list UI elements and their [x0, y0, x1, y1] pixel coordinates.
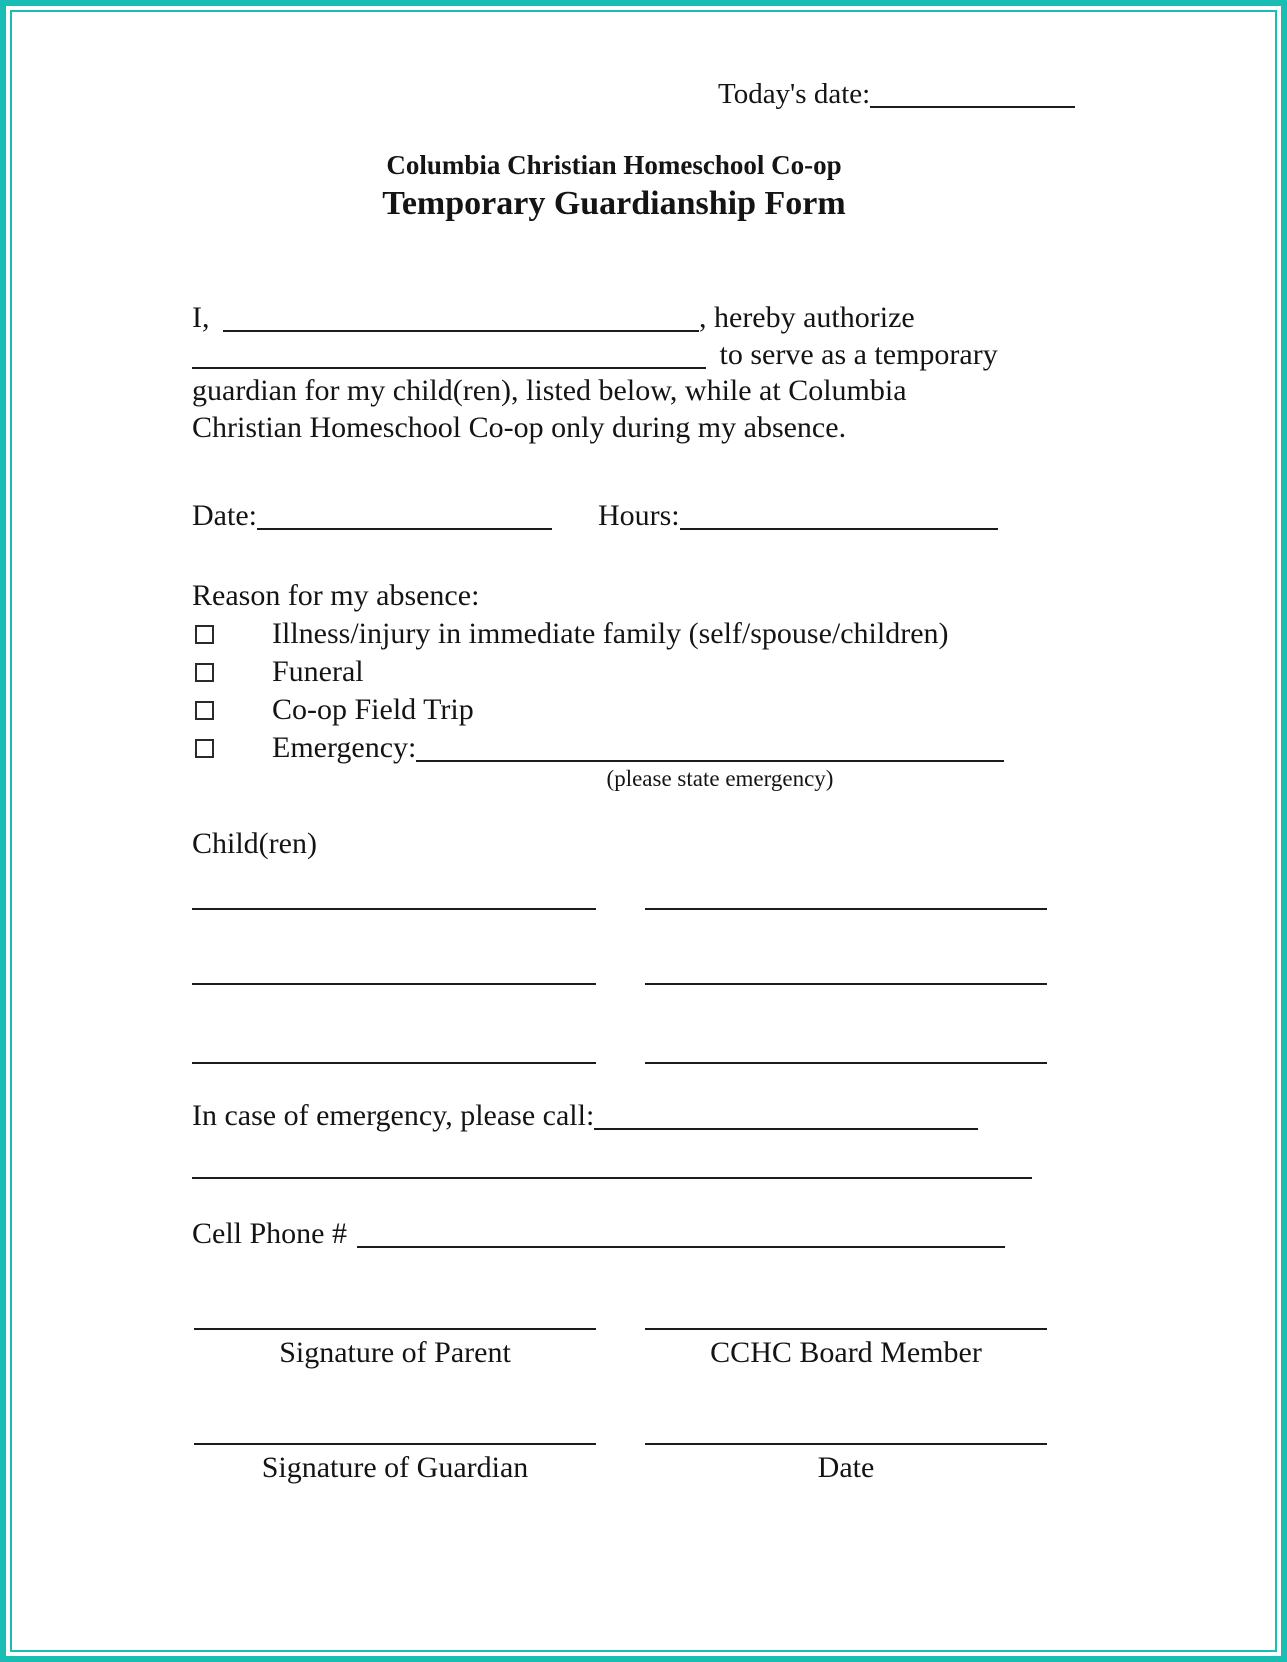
authorization-after-guardian: to serve as a temporary — [719, 337, 998, 371]
absence-option-illness — [192, 616, 949, 652]
hours-label: Hours: — [597, 499, 680, 532]
emergency-call-row — [192, 1098, 978, 1134]
today-date-label: Today's date: — [718, 78, 871, 110]
authorization-line3: guardian for my child(ren), listed below, while at Columbia — [192, 374, 907, 407]
child-name-blank[interactable] — [645, 908, 1047, 910]
child-name-blank[interactable] — [645, 1062, 1047, 1064]
signature-date-label: Date — [817, 1451, 875, 1484]
illness-checkbox[interactable] — [195, 625, 214, 644]
emergency-call-blank[interactable] — [594, 1126, 978, 1130]
child-name-blank[interactable] — [192, 908, 596, 910]
absence-option-emergency — [192, 730, 1004, 766]
absence-option-label: Emergency: — [272, 731, 417, 764]
authorization-after-name: , hereby authorize — [699, 301, 915, 334]
child-name-blank[interactable] — [645, 983, 1047, 985]
emergency-call-blank-2[interactable] — [192, 1177, 1032, 1179]
children-heading: Child(ren) — [192, 827, 317, 860]
today-date-blank[interactable] — [870, 104, 1075, 108]
today-date-row — [718, 78, 1075, 111]
hours-blank[interactable] — [680, 526, 998, 530]
page-title: Temporary Guardianship Form — [382, 185, 846, 222]
date-blank[interactable] — [257, 526, 552, 530]
absence-option-label: Illness/injury in immediate family (self/spouse/children) — [272, 617, 949, 650]
absence-option-label: Funeral — [272, 655, 364, 688]
authorization-lead: I, — [192, 301, 210, 334]
parent-signature-line[interactable] — [194, 1328, 596, 1330]
signature-date-line[interactable] — [645, 1443, 1047, 1445]
absence-heading: Reason for my absence: — [192, 579, 480, 612]
cell-phone-row — [192, 1216, 1005, 1252]
emergency-call-label: In case of emergency, please call: — [192, 1099, 595, 1132]
emergency-reason-blank[interactable] — [416, 758, 1004, 762]
guardian-signature-line[interactable] — [194, 1443, 596, 1445]
absence-option-label: Co-op Field Trip — [272, 693, 474, 726]
board-member-signature-line[interactable] — [645, 1328, 1047, 1330]
parent-name-blank[interactable] — [223, 328, 699, 332]
absence-option-fieldtrip — [192, 692, 474, 728]
cell-phone-blank[interactable] — [357, 1244, 1005, 1248]
authorization-paragraph — [192, 300, 1062, 446]
child-name-blank[interactable] — [192, 983, 596, 985]
authorization-line4: Christian Homeschool Co-op only during my absence. — [192, 410, 847, 444]
funeral-checkbox[interactable] — [195, 663, 214, 682]
date-label: Date: — [192, 499, 257, 532]
board-member-label: CCHC Board Member — [710, 1336, 982, 1369]
date-hours-row — [192, 498, 998, 534]
parent-signature-label: Signature of Parent — [279, 1336, 511, 1369]
absence-option-funeral — [192, 654, 364, 690]
cell-phone-label: Cell Phone # — [192, 1217, 347, 1250]
fieldtrip-checkbox[interactable] — [195, 701, 214, 720]
org-name: Columbia Christian Homeschool Co-op — [386, 150, 842, 180]
guardian-signature-label: Signature of Guardian — [261, 1451, 529, 1484]
form-header — [190, 148, 1038, 224]
child-name-blank[interactable] — [192, 1062, 596, 1064]
emergency-hint: (please state emergency) — [606, 766, 834, 791]
guardian-name-blank[interactable] — [192, 365, 706, 369]
emergency-checkbox[interactable] — [195, 739, 214, 758]
